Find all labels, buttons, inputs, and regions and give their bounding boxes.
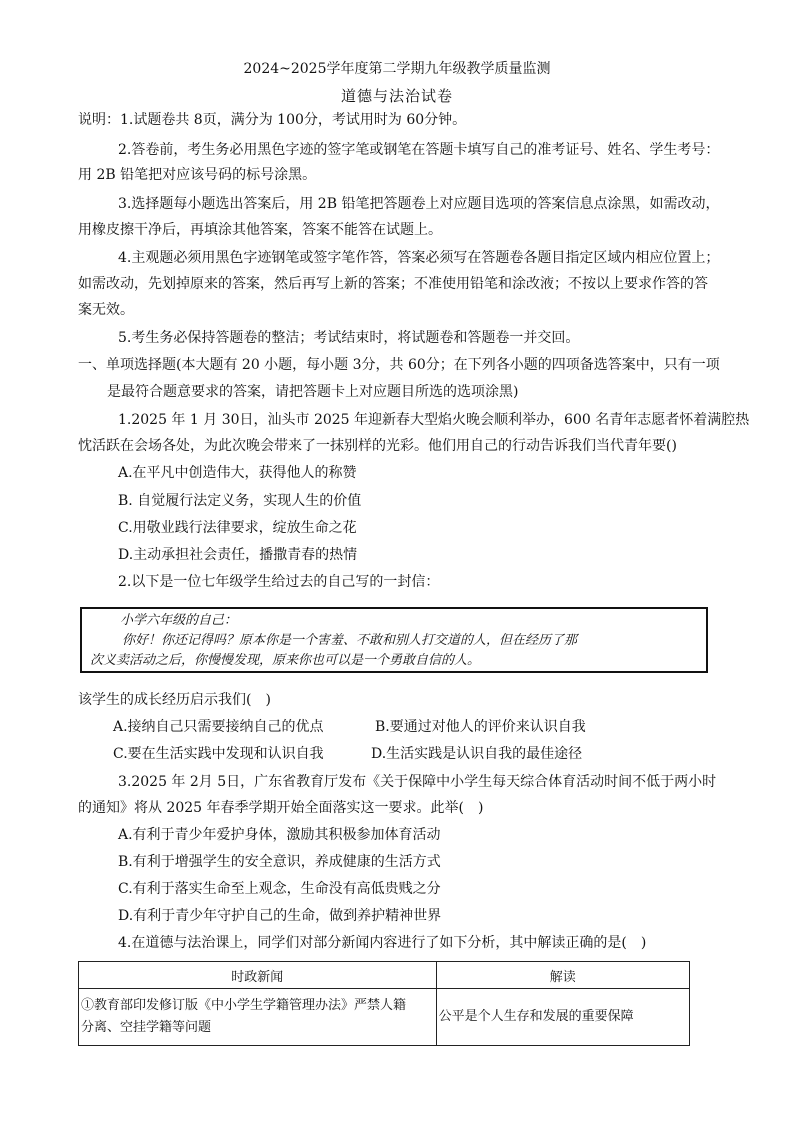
table-cell-interpretation: 公平是个人生存和发展的重要保障: [436, 989, 689, 1046]
table-row: [79, 989, 690, 1046]
instruction-2: 2.答卷前，考生务必用黑色字迹的签字笔或钢笔在答题卡填写自己的准考证号、姓名、学生考号：: [118, 142, 720, 158]
instruction-3: 3.选择题每小题选出答案后，用 2B 铅笔把答题卷上对应题目选项的答案信息点涂黑，如需改动，: [118, 196, 720, 212]
table-header-interpretation: 解读: [436, 962, 689, 989]
q1-option-b[interactable]: B. 自觉履行法定义务，实现人生的价值: [118, 493, 362, 509]
q3-option-b[interactable]: B.有利于增强学生的安全意识，养成健康的生活方式: [118, 854, 441, 870]
q2-intro: 2.以下是一位七年级学生给过去的自己写的一封信：: [118, 574, 440, 590]
q4-stem: 4.在道德与法治课上，同学们对部分新闻内容进行了如下分析，其中解读正确的是( ): [118, 935, 647, 951]
q1-option-a[interactable]: A.在平凡中创造伟大，获得他人的称赞: [118, 465, 357, 481]
table-header-row: [79, 962, 690, 989]
q3-option-a[interactable]: A.有利于青少年爱护身体，激励其积极参加体育活动: [118, 827, 441, 843]
q2-option-a[interactable]: A.接纳自己只需要接纳自己的优点: [113, 719, 324, 735]
q2-option-d[interactable]: D.生活实践是认识自我的最佳途径: [371, 746, 583, 762]
letter-box: [80, 607, 708, 673]
instruction-4-cont2: 案无效。: [78, 302, 134, 318]
q2-option-b[interactable]: B.要通过对他人的评价来认识自我: [375, 719, 586, 735]
instruction-4-cont: 如需改动，先划掉原来的答案，然后再写上新的答案；不准使用铅笔和涂改液；不按以上要求作答的答: [78, 276, 708, 292]
exam-subject: 道德与法治试卷: [340, 87, 453, 105]
instruction-4: 4.主观题必须用黑色字迹钢笔或签字笔作答，答案必须写在答题卷各题目指定区域内相应位置上；: [118, 250, 720, 266]
q2-question: 该学生的成长经历启示我们( ): [78, 692, 271, 708]
letter-body-2: 次义卖活动之后，你慢慢发现，原来你也可以是一个勇敢自信的人。: [90, 653, 481, 668]
q1-option-d[interactable]: D.主动承担社会责任，播撒青春的热情: [118, 547, 358, 563]
section-heading-cont: 是最符合题意要求的答案，请把答题卡上对应题目所选的选项涂黑): [107, 384, 519, 400]
instruction-2-cont: 用 2B 铅笔把对应该号码的标号涂黑。: [78, 167, 317, 183]
letter-body-1: 你好！你还记得吗？原本你是一个害羞、不敢和别人打交道的人，但在经历了那: [122, 633, 578, 648]
instruction-1: 说明：1.试题卷共 8页，满分为 100分，考试用时为 60分钟。: [78, 112, 467, 128]
q1-option-c[interactable]: C.用敬业践行法律要求，绽放生命之花: [118, 520, 357, 536]
news-text-line-1: ①教育部印发修订版《中小学生学籍管理办法》严禁人籍: [81, 998, 407, 1013]
section-heading: 一、单项选择题(本大题有 20 小题，每小题 3分，共 60分；在下列各小题的四项备选答案中，只有一项: [78, 357, 720, 373]
table-header-news: 时政新闻: [79, 962, 437, 989]
exam-title: 2024~2025学年度第二学期九年级教学质量监测: [243, 61, 551, 77]
instruction-3-cont: 用橡皮擦干净后，再填涂其他答案，答案不能答在试题上。: [78, 222, 442, 238]
q1-stem-cont: 忱活跃在会场各处，为此次晚会带来了一抹别样的光彩。他们用自己的行动告诉我们当代青年要(): [78, 438, 677, 454]
q3-option-c[interactable]: C.有利于落实生命至上观念，生命没有高低贵贱之分: [118, 881, 441, 897]
q3-stem: 3.2025 年 2月 5日，广东省教育厅发布《关于保障中小学生每天综合体育活动时间不低于两小时: [118, 774, 717, 790]
q3-stem-cont: 的通知》将从 2025 年春季学期开始全面落实这一要求。此举( ): [78, 800, 484, 816]
q3-option-d[interactable]: D.有利于青少年守护自己的生命，做到养护精神世界: [118, 908, 442, 924]
news-text-line-2: 分离、空挂学籍等问题: [81, 1020, 212, 1035]
letter-salutation: 小学六年级的自己：: [120, 613, 238, 628]
news-analysis-table: [78, 961, 690, 1046]
instruction-5: 5.考生务必保持答题卷的整洁；考试结束时，将试题卷和答题卷一并交回。: [118, 330, 580, 346]
q2-option-c[interactable]: C.要在生活实践中发现和认识自我: [113, 746, 324, 762]
q1-stem: 1.2025 年 1 月 30日，汕头市 2025 年迎新春大型焰火晚会顺利举办，600 名青年志愿者怀着满腔热: [118, 412, 750, 428]
table-cell-news: [79, 989, 437, 1046]
